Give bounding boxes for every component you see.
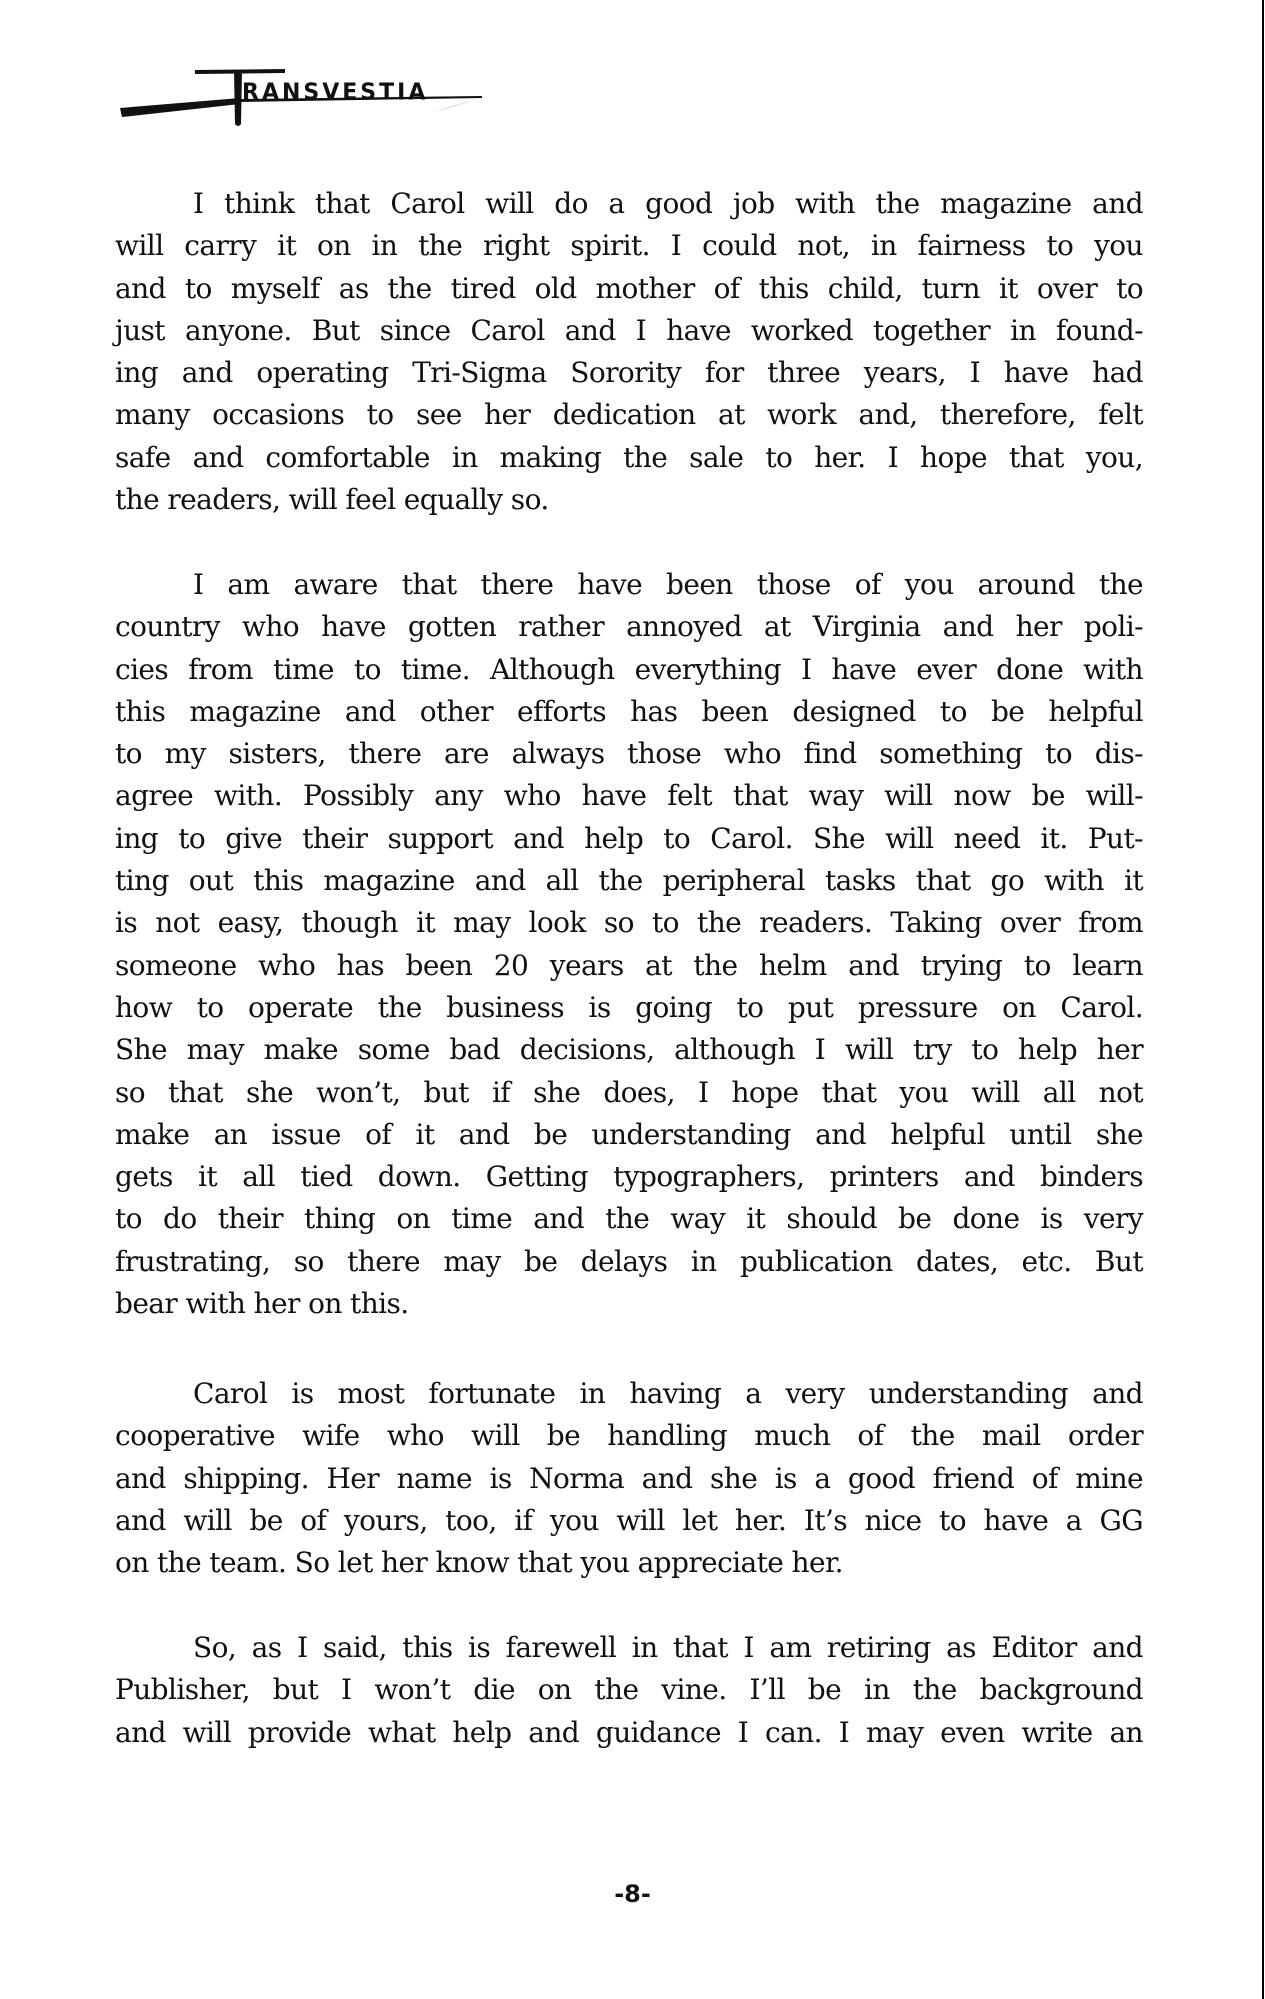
text-line: ting out this magazine and all the peripheral tasks that go with it xyxy=(115,864,1143,898)
masthead-logo xyxy=(120,62,490,132)
text-line: gets it all tied down. Getting typographers, printers and binders xyxy=(115,1160,1143,1194)
paragraph-1 xyxy=(115,183,1143,521)
article-body xyxy=(115,183,1143,521)
text-line: on the team. So let her know that you appreciate her. xyxy=(115,1546,843,1580)
text-line: so that she won’t, but if she does, I hope that you will all not xyxy=(115,1075,1143,1109)
text-line: She may make some bad decisions, although I will try to help her xyxy=(115,1033,1143,1067)
text-line: safe and comfortable in making the sale to her. I hope that you, xyxy=(115,440,1143,474)
text-line: is not easy, though it may look so to the readers. Taking over from xyxy=(115,906,1143,940)
text-line: cooperative wife who will be handling much of the mail order xyxy=(115,1419,1143,1453)
page-edge xyxy=(1262,0,1264,1999)
article-body-3 xyxy=(115,1373,1143,1584)
text-line: cies from time to time. Although everything I have ever done with xyxy=(115,652,1143,686)
text-line: I think that Carol will do a good job with the magazine and xyxy=(193,187,1143,220)
article-body-2 xyxy=(115,564,1143,1325)
text-line: how to operate the business is going to put pressure on Carol. xyxy=(115,990,1143,1024)
page-number: -8- xyxy=(614,1880,651,1908)
text-line: someone who has been 20 years at the helm and trying to learn xyxy=(115,948,1143,982)
paragraph-3 xyxy=(115,1373,1143,1584)
text-line: and will be of yours, too, if you will let her. It’s nice to have a GG xyxy=(115,1503,1143,1537)
text-line: Carol is most fortunate in having a very understanding and xyxy=(193,1377,1143,1410)
text-line: and will provide what help and guidance I can. I may even write an xyxy=(115,1715,1143,1749)
text-line: agree with. Possibly any who have felt that way will now be will- xyxy=(115,779,1143,813)
text-line: Publisher, but I won’t die on the vine. I’ll be in the background xyxy=(115,1673,1143,1707)
text-line: many occasions to see her dedication at work and, therefore, felt xyxy=(115,398,1143,432)
text-line: this magazine and other efforts has been designed to be helpful xyxy=(115,694,1143,728)
text-line: bear with her on this. xyxy=(115,1287,409,1321)
masthead-title: RANSVESTIA xyxy=(242,79,429,106)
text-line: ing and operating Tri-Sigma Sorority for three years, I have had xyxy=(115,356,1143,390)
text-line: will carry it on in the right spirit. I could not, in fairness to you xyxy=(115,229,1143,263)
text-line: I am aware that there have been those of you around the xyxy=(193,568,1143,601)
text-line: and to myself as the tired old mother of this child, turn it over to xyxy=(115,271,1143,305)
text-line: country who have gotten rather annoyed at Virginia and her poli- xyxy=(115,610,1143,644)
text-line: and shipping. Her name is Norma and she is a good friend of mine xyxy=(115,1461,1143,1495)
text-line: make an issue of it and be understanding and helpful until she xyxy=(115,1117,1143,1151)
text-line: to do their thing on time and the way it should be done is very xyxy=(115,1202,1143,1236)
text-line: the readers, will feel equally so. xyxy=(115,483,549,517)
paragraph-4 xyxy=(115,1627,1143,1754)
paragraph-2 xyxy=(115,564,1143,1325)
text-line: So, as I said, this is farewell in that I am retiring as Editor and xyxy=(193,1631,1143,1664)
article-body-4 xyxy=(115,1627,1143,1754)
text-line: to my sisters, there are always those who find something to dis- xyxy=(115,737,1143,771)
text-line: just anyone. But since Carol and I have worked together in found- xyxy=(115,313,1143,347)
text-line: frustrating, so there may be delays in publication dates, etc. But xyxy=(115,1244,1143,1278)
text-line: ing to give their support and help to Carol. She will need it. Put- xyxy=(115,821,1143,855)
